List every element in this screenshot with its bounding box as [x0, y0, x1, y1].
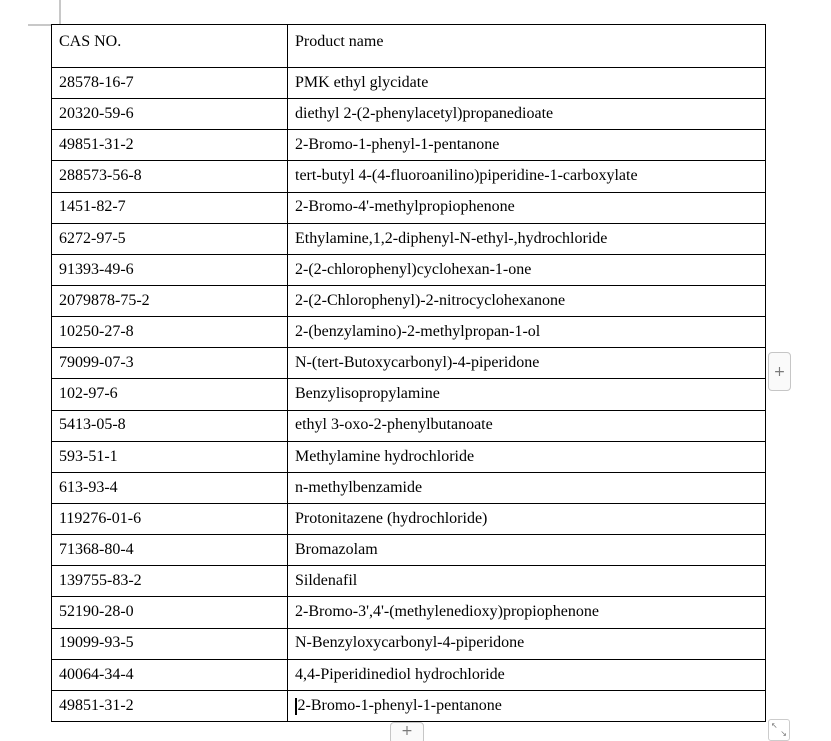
table-body — [52, 68, 766, 722]
product-cell-text: 2-(2-chlorophenyl)cyclohexan-1-one — [295, 260, 532, 278]
table-row — [52, 317, 766, 348]
product-cell[interactable] — [288, 628, 766, 659]
insert-column-button[interactable] — [768, 352, 791, 391]
cas-cell[interactable]: 20320-59-6 — [52, 99, 288, 130]
table-row — [52, 410, 766, 441]
product-cell[interactable] — [288, 472, 766, 503]
cas-cell[interactable]: 6272-97-5 — [52, 223, 288, 254]
product-cell[interactable] — [288, 566, 766, 597]
table-row — [52, 472, 766, 503]
product-cell-text: N-Benzyloxycarbonyl-4-piperidone — [295, 634, 525, 652]
product-cell-text: Bromazolam — [295, 540, 378, 558]
table-row — [52, 223, 766, 254]
product-cell[interactable] — [288, 161, 766, 192]
product-cell[interactable] — [288, 254, 766, 285]
text-boundary-mark-vertical — [59, 0, 61, 24]
table-row — [52, 659, 766, 690]
table-row — [52, 535, 766, 566]
product-cell[interactable] — [288, 130, 766, 161]
cas-cell[interactable]: 593-51-1 — [52, 441, 288, 472]
product-cell-text: Methylamine hydrochloride — [295, 447, 475, 465]
product-cell-text: Benzylisopropylamine — [295, 385, 440, 403]
product-cell-text: PMK ethyl glycidate — [295, 73, 429, 91]
plus-icon: + — [773, 363, 786, 380]
table-row — [52, 379, 766, 410]
cas-cell[interactable]: 613-93-4 — [52, 472, 288, 503]
product-cell-text: diethyl 2-(2-phenylacetyl)propanedioate — [295, 105, 554, 123]
product-cell[interactable] — [288, 410, 766, 441]
table-row — [52, 130, 766, 161]
product-cell[interactable] — [288, 99, 766, 130]
cas-cell[interactable]: 71368-80-4 — [52, 535, 288, 566]
cas-cell[interactable]: 1451-82-7 — [52, 192, 288, 223]
product-cell-text: 2-Bromo-4'-methylpropiophenone — [295, 198, 515, 216]
product-cell-text: ethyl 3-oxo-2-phenylbutanoate — [295, 416, 493, 434]
product-cell[interactable] — [288, 535, 766, 566]
cas-cell[interactable]: 5413-05-8 — [52, 410, 288, 441]
product-cell-text: Ethylamine,1,2-diphenyl-N-ethyl-,hydrochloride — [295, 229, 608, 247]
table-row — [52, 690, 766, 721]
product-cell-text: Sildenafil — [295, 572, 358, 590]
product-cell-text: 2-Bromo-3',4'-(methylenedioxy)propiophenone — [295, 603, 599, 621]
expand-table-button[interactable] — [768, 719, 790, 741]
table-row — [52, 628, 766, 659]
product-cell[interactable] — [288, 379, 766, 410]
table-row — [52, 441, 766, 472]
product-cell[interactable] — [288, 659, 766, 690]
product-cell-text: tert-butyl 4-(4-fluoroanilino)piperidine-1-carboxylate — [295, 167, 638, 185]
cas-cell[interactable]: 79099-07-3 — [52, 348, 288, 379]
cas-product-table — [51, 24, 766, 722]
product-cell-text: 2-Bromo-1-phenyl-1-pentanone — [295, 136, 500, 154]
cas-cell[interactable]: 28578-16-7 — [52, 68, 288, 99]
product-cell[interactable] — [288, 690, 766, 721]
product-cell[interactable] — [288, 441, 766, 472]
table-row — [52, 99, 766, 130]
table-row — [52, 285, 766, 316]
product-cell[interactable] — [288, 597, 766, 628]
table-row — [52, 161, 766, 192]
product-cell-text: N-(tert-Butoxycarbonyl)-4-piperidone — [295, 354, 540, 372]
product-cell[interactable] — [288, 68, 766, 99]
table-row — [52, 192, 766, 223]
product-cell[interactable] — [288, 285, 766, 316]
text-caret — [295, 698, 297, 715]
cas-cell[interactable]: 102-97-6 — [52, 379, 288, 410]
product-cell[interactable] — [288, 317, 766, 348]
table-row — [52, 348, 766, 379]
arrow-up-left-icon: ↖ — [771, 721, 778, 730]
cas-cell[interactable]: 40064-34-4 — [52, 659, 288, 690]
cas-cell[interactable]: 2079878-75-2 — [52, 285, 288, 316]
product-cell-text: 2-(2-Chlorophenyl)-2-nitrocyclohexanone — [295, 291, 566, 309]
product-cell-text: 2-(benzylamino)-2-methylpropan-1-ol — [295, 323, 541, 340]
plus-icon: + — [401, 723, 413, 739]
cas-cell[interactable]: 119276-01-6 — [52, 503, 288, 534]
arrow-down-right-icon: ↘ — [780, 729, 787, 738]
insert-row-button[interactable] — [390, 722, 424, 741]
table-container — [51, 24, 766, 722]
product-cell-text: 4,4-Piperidinediol hydrochloride — [295, 665, 505, 683]
product-cell[interactable] — [288, 223, 766, 254]
cas-cell[interactable]: 19099-93-5 — [52, 628, 288, 659]
product-cell[interactable] — [288, 503, 766, 534]
header-row — [52, 25, 766, 68]
cas-cell[interactable]: 52190-28-0 — [52, 597, 288, 628]
text-boundary-mark-horizontal — [28, 24, 51, 26]
cas-cell[interactable]: 91393-49-6 — [52, 254, 288, 285]
product-cell[interactable] — [288, 348, 766, 379]
cas-cell[interactable]: 139755-83-2 — [52, 566, 288, 597]
product-cell-text: 2-Bromo-1-phenyl-1-pentanone — [297, 696, 502, 714]
product-cell[interactable] — [288, 192, 766, 223]
cas-cell[interactable]: 49851-31-2 — [52, 690, 288, 721]
table-row — [52, 503, 766, 534]
header-cell-product[interactable]: Product name — [288, 25, 766, 68]
table-row — [52, 597, 766, 628]
cas-cell[interactable]: 49851-31-2 — [52, 130, 288, 161]
cas-cell[interactable]: 288573-56-8 — [52, 161, 288, 192]
table-row — [52, 68, 766, 99]
product-cell-text: Protonitazene (hydrochloride) — [295, 509, 488, 527]
table-row — [52, 566, 766, 597]
cas-cell[interactable]: 10250-27-8 — [52, 317, 288, 348]
header-cell-cas[interactable]: CAS NO. — [52, 25, 288, 68]
table-row — [52, 254, 766, 285]
product-cell-text: n-methylbenzamide — [295, 478, 423, 496]
